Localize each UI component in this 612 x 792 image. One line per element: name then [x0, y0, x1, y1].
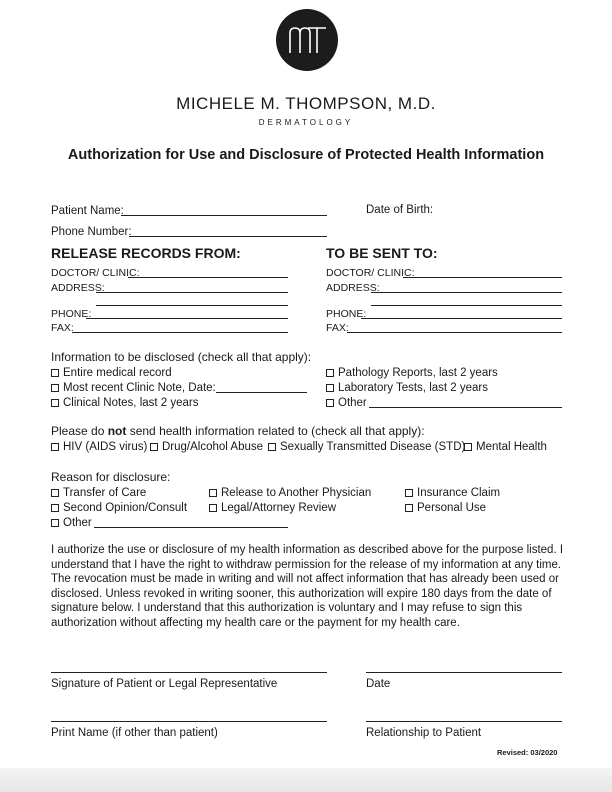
do-not-send-heading: Please do not send health information related to (check all that apply): [51, 424, 425, 438]
send-phone-field[interactable] [361, 318, 562, 319]
send-to-heading: TO BE SENT TO: [326, 245, 438, 261]
option-label: Mental Health [476, 441, 547, 453]
date-of-birth-label: Date of Birth: [366, 204, 434, 216]
option-label: Pathology Reports, last 2 years [338, 367, 498, 379]
relationship-label: Relationship to Patient [366, 727, 482, 739]
authorization-text: I authorize the use or disclosure of my health information as described above for the purpose listed. I understand that I have the right to withdraw permission for the release of my information at any time. The revocation must be made in writing and will not affect information that has already been used or disclosed. Unless revoked in writing sooner, this authorization will expire 180 days from the date of signature below. I understand that this authorization is voluntary and I may refuse to sign this authorization without affecting my health care or the payment for my health care. [51, 544, 564, 629]
release-address-field[interactable] [96, 292, 288, 293]
option-label: Other [63, 517, 92, 529]
option-entire-record[interactable] [51, 366, 172, 380]
option-release-physician[interactable] [209, 486, 371, 500]
signature-label: Signature of Patient or Legal Representative [51, 678, 278, 690]
send-address-label: ADDRESS: [326, 282, 380, 294]
checkbox[interactable] [464, 443, 472, 451]
other-info-field[interactable] [369, 407, 562, 408]
form-title: Authorization for Use and Disclosure of Protected Health Information [67, 147, 545, 163]
option-laboratory-tests[interactable] [326, 381, 488, 395]
option-second-opinion[interactable] [51, 501, 187, 515]
relationship-field[interactable] [366, 721, 562, 722]
practice-name: MICHELE M. THOMPSON, M.D. [176, 94, 436, 113]
signature-field[interactable] [51, 672, 327, 673]
checkbox[interactable] [51, 399, 59, 407]
checkbox[interactable] [326, 384, 334, 392]
send-fax-label: FAX: [326, 322, 349, 334]
option-label: Sexually Transmitted Disease (STD) [280, 441, 466, 453]
checkbox[interactable] [326, 399, 334, 407]
option-label: Entire medical record [63, 367, 172, 379]
reason-heading: Reason for disclosure: [51, 470, 171, 484]
option-personal-use[interactable] [405, 501, 486, 515]
print-name-field[interactable] [51, 721, 327, 722]
option-other-info[interactable] [326, 396, 367, 410]
send-address-field[interactable] [371, 292, 562, 293]
option-drug-alcohol[interactable] [150, 440, 263, 454]
option-label: Release to Another Physician [221, 487, 372, 499]
option-label: Legal/Attorney Review [221, 502, 337, 514]
other-reason-field[interactable] [94, 527, 288, 528]
checkbox[interactable] [268, 443, 276, 451]
phone-number-field[interactable] [129, 236, 327, 237]
option-label: Most recent Clinic Note, Date: [63, 382, 216, 394]
option-label: Other [338, 397, 367, 409]
send-doctor-label: DOCTOR/ CLINIC: [326, 267, 415, 279]
checkbox[interactable] [150, 443, 158, 451]
option-label: Laboratory Tests, last 2 years [338, 382, 488, 394]
checkbox[interactable] [51, 384, 59, 392]
info-disclosed-heading: Information to be disclosed (check all that apply): [51, 350, 312, 364]
checkbox[interactable] [51, 489, 59, 497]
checkbox[interactable] [51, 443, 59, 451]
release-fax-label: FAX: [51, 322, 74, 334]
release-doctor-label: DOCTOR/ CLINIC: [51, 267, 140, 279]
page-bottom-edge [0, 768, 612, 792]
phone-number-label: Phone Number: [51, 226, 132, 238]
release-address-field-2[interactable] [96, 305, 288, 306]
checkbox[interactable] [326, 369, 334, 377]
patient-name-label: Patient Name: [51, 205, 124, 217]
option-recent-clinic-note[interactable] [51, 381, 216, 395]
option-label: Transfer of Care [63, 487, 147, 499]
monogram-mt-logo [276, 9, 338, 71]
option-hiv[interactable] [51, 440, 147, 454]
checkbox[interactable] [405, 504, 413, 512]
release-phone-field[interactable] [86, 318, 288, 319]
patient-name-field[interactable] [121, 215, 327, 216]
checkbox[interactable] [209, 489, 217, 497]
option-pathology-reports[interactable] [326, 366, 498, 380]
clinic-note-date-field[interactable] [216, 392, 307, 393]
option-legal-review[interactable] [209, 501, 336, 515]
option-label: Drug/Alcohol Abuse [162, 441, 264, 453]
checkbox[interactable] [51, 504, 59, 512]
print-name-label: Print Name (if other than patient) [51, 727, 218, 739]
option-other-reason[interactable] [51, 516, 92, 530]
send-address-field-2[interactable] [371, 305, 562, 306]
checkbox[interactable] [51, 519, 59, 527]
date-label: Date [366, 678, 391, 690]
release-from-heading: RELEASE RECORDS FROM: [51, 245, 241, 261]
option-transfer-of-care[interactable] [51, 486, 146, 500]
option-label: Personal Use [417, 502, 487, 514]
practice-logo [276, 9, 338, 71]
checkbox[interactable] [209, 504, 217, 512]
option-insurance-claim[interactable] [405, 486, 500, 500]
practice-specialty: DERMATOLOGY [258, 118, 354, 127]
option-label: Insurance Claim [417, 487, 501, 499]
option-std[interactable] [268, 440, 465, 454]
release-address-label: ADDRESS: [51, 282, 105, 294]
send-phone-label: PHONE: [326, 308, 367, 320]
option-label: Second Opinion/Consult [63, 502, 188, 514]
send-doctor-field[interactable] [403, 277, 562, 278]
option-mental-health[interactable] [464, 440, 547, 454]
release-fax-field[interactable] [72, 332, 288, 333]
release-phone-label: PHONE: [51, 308, 92, 320]
option-clinical-notes[interactable] [51, 396, 199, 410]
option-label: Clinical Notes, last 2 years [63, 397, 199, 409]
release-doctor-field[interactable] [128, 277, 288, 278]
option-label: HIV (AIDS virus) [63, 441, 148, 453]
date-field[interactable] [366, 672, 562, 673]
send-fax-field[interactable] [347, 332, 562, 333]
checkbox[interactable] [405, 489, 413, 497]
checkbox[interactable] [51, 369, 59, 377]
revised-date: Revised: 03/2020 [497, 748, 558, 757]
